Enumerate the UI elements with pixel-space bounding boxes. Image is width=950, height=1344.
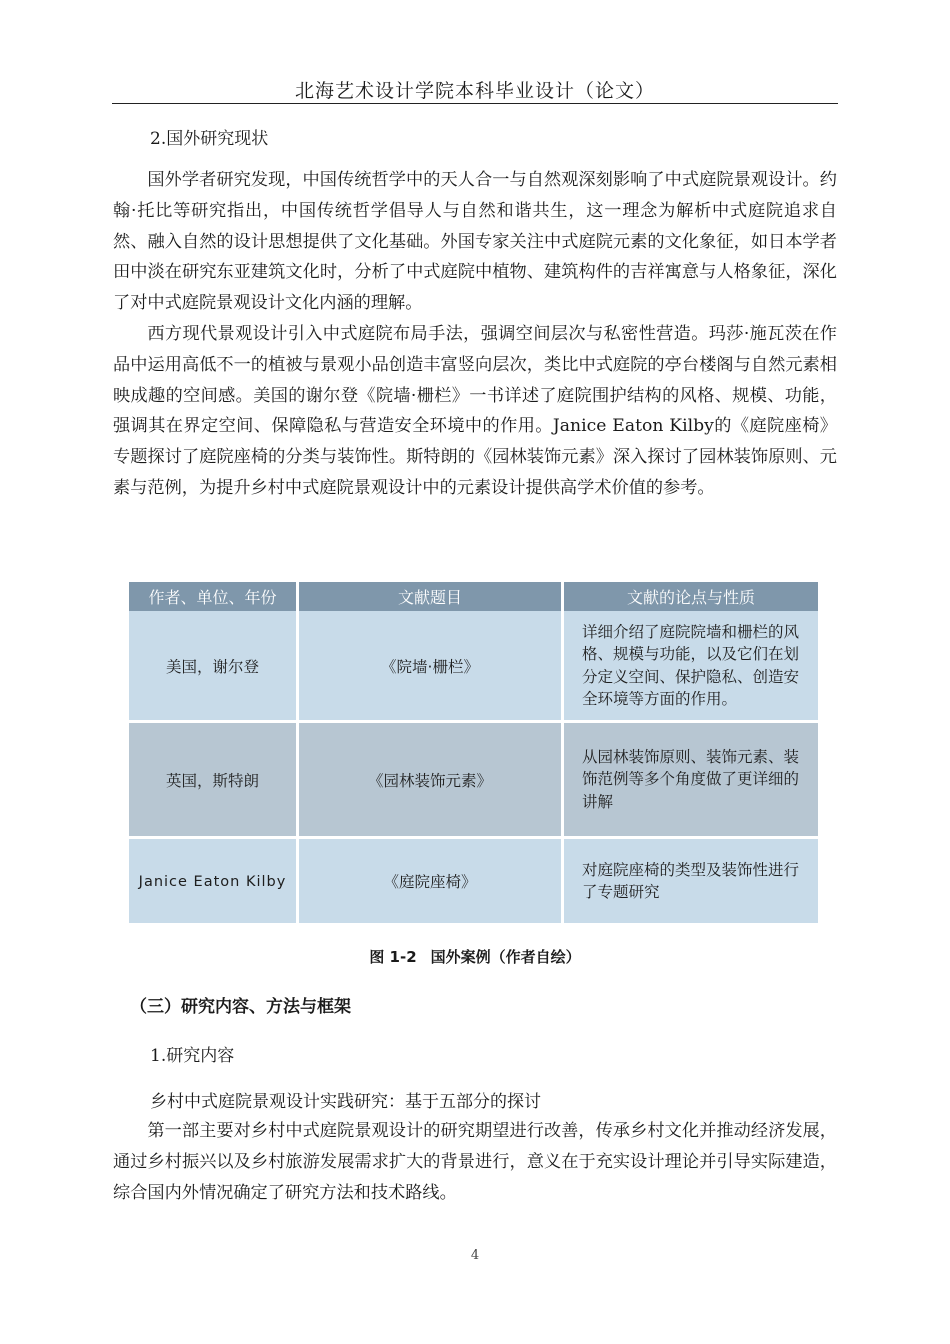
table-row: [129, 838, 818, 925]
research-intro-line: 乡村中式庭院景观设计实践研究：基于五部分的探讨: [150, 1092, 541, 1112]
section-heading-research-content: （三）研究内容、方法与框架: [130, 997, 351, 1017]
header-divider: [112, 103, 838, 104]
author-cell: 美国，谢尔登: [129, 611, 298, 722]
note-cell: 详细介绍了庭院院墙和栅栏的风格、规模与功能，以及它们在划分定义空间、保护隐私、创造安全环境等方面的作用。: [563, 611, 819, 722]
figure-caption-text: 国外案例（作者自绘）: [430, 948, 581, 966]
section-heading-foreign-research: 2.国外研究现状: [150, 129, 269, 149]
paragraph: 第一部主要对乡村中式庭院景观设计的研究期望进行改善，传承乡村文化并推动经济发展，通过乡村振兴以及乡村旅游发展需求扩大的背景进行，意义在于充实设计理论并引导实际建造，综合国内外情况确定了研究方法和技术路线。: [113, 1121, 837, 1203]
column-header-title: 文献题目: [298, 582, 563, 611]
page-header-title: 北海艺术设计学院本科毕业设计（论文）: [294, 80, 655, 102]
title-cell: 《院墙·栅栏》: [298, 611, 563, 722]
column-header-author: 作者、单位、年份: [129, 582, 298, 611]
note-cell: 从园林装饰原则、装饰元素、装饰范例等多个角度做了更详细的讲解: [563, 722, 819, 838]
foreign-cases-table: [129, 582, 818, 926]
paragraph: 国外学者研究发现，中国传统哲学中的天人合一与自然观深刻影响了中式庭院景观设计。约翰·托比等研究指出，中国传统哲学倡导人与自然和谐共生，这一理念为解析中式庭院追求自然、融入自然的设计思想提供了文化基础。外国专家关注中式庭院元素的文化象征，如日本学者田中淡在研究东亚建筑文化时，分析了中式庭院中植物、建筑构件的吉祥寓意与人格象征，深化了对中式庭院景观设计文化内涵的理解。: [113, 170, 837, 314]
paragraph: 西方现代景观设计引入中式庭院布局手法，强调空间层次与私密性营造。玛莎·施瓦茨在作品中运用高低不一的植被与景观小品创造丰富竖向层次，类比中式庭院的亭台楼阁与自然元素相映成趣的空间感。美国的谢尔登《院墙·栅栏》一书详述了庭院围护结构的风格、规模、功能，强调其在界定空间、保障隐私与营造安全环境中的作用。Janice Eaton Kilby的《庭院座椅》专题探讨了庭院座椅的分类与装饰性。斯特朗的《园林装饰元素》深入探讨了园林装饰原则、元素与范例，为提升乡村中式庭院景观设计中的元素设计提供高学术价值的参考。: [113, 323, 837, 498]
figure-caption: [0, 946, 950, 967]
title-cell: 《园林装饰元素》: [298, 722, 563, 838]
column-header-note: 文献的论点与性质: [563, 582, 819, 611]
figure-number: 图 1-2: [369, 948, 417, 966]
page-number: 4: [470, 1248, 480, 1263]
author-cell: [129, 838, 298, 925]
table-row: [129, 611, 818, 722]
table-row: [129, 722, 818, 838]
author-cell: 英国，斯特朗: [129, 722, 298, 838]
sub-heading-research-content: 1.研究内容: [150, 1046, 235, 1066]
foreign-research-body: [113, 165, 837, 504]
note-cell: 对庭院座椅的类型及装饰性进行了专题研究: [563, 838, 819, 925]
research-content-body: [113, 1116, 837, 1208]
title-cell: 《庭院座椅》: [298, 838, 563, 925]
author-name-en: Janice Eaton Kilby: [138, 874, 287, 890]
